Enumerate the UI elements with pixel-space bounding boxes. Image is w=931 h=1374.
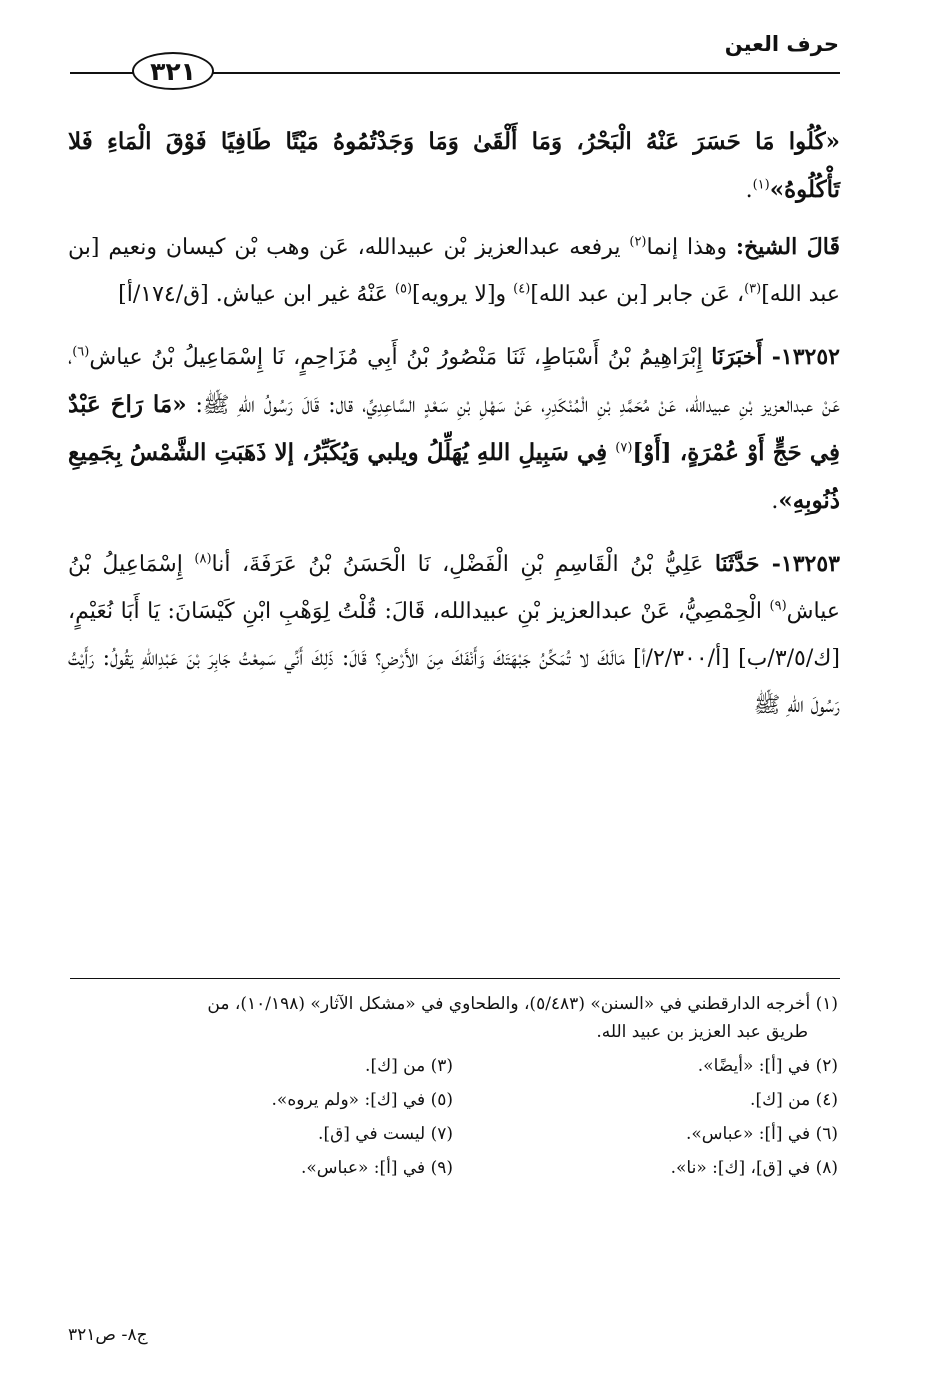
- isnad-text: إِسْمَاعِيلُ بْنُ عياش: [68, 552, 840, 624]
- footnote-8: (٨) في [ق]، [ك]: «نا».: [670, 1158, 838, 1178]
- narration-verb: أَخبَرَنَا: [711, 344, 763, 370]
- sheikh-label: قَالَ الشيخ:: [735, 234, 841, 260]
- period: .: [745, 178, 753, 203]
- period: .: [771, 489, 779, 514]
- footnote-7: (٧) ليست في [ق].: [318, 1124, 453, 1144]
- comment-text: و[لا يرويه]: [412, 282, 514, 307]
- footnote-rule: [70, 978, 840, 979]
- footnote-ref-1[interactable]: (١): [752, 177, 770, 193]
- hadith-number: ١٣٢٥٣-: [759, 551, 840, 577]
- footnote-2: (٢) في [أ]: «أيضًا».: [697, 1056, 838, 1076]
- comment-text: ، عَن جابر [بن عبد الله]: [530, 282, 745, 307]
- footnote-ref-2[interactable]: (٢): [629, 234, 647, 250]
- narration-verb: حَدَّثَنَا: [714, 551, 760, 577]
- footnote-ref-8[interactable]: (٨): [194, 551, 212, 567]
- footnotes: [70, 990, 838, 1182]
- hadith-number: ١٣٢٥٢-: [762, 344, 840, 370]
- comment-text: عَنْهُ غير ابن عياش. [ق/١٧٤/أ]: [118, 282, 395, 307]
- footnote-ref-5[interactable]: (٥): [394, 281, 413, 297]
- footnote-1-line-2: طريق عبد العزيز بن عبيد الله.: [596, 1022, 808, 1042]
- running-head: حرف العين: [724, 32, 839, 56]
- hadith-matn: «مَا رَاحَ عَبْدٌ فِي حَجٍّ أَوْ عُمْرَةٍ، [أَوْ]: [68, 391, 840, 466]
- footnote-ref-7[interactable]: (٧): [615, 440, 633, 456]
- paragraph-hadith-quote: [68, 118, 840, 214]
- footnote-5: (٥) في [ك]: «ولم يروه».: [271, 1090, 453, 1110]
- comment-text: وهذا إنما: [646, 235, 736, 260]
- paragraph-sheikh-comment: [68, 224, 840, 318]
- footnote-ref-3[interactable]: (٣): [744, 281, 762, 297]
- volume-page-signature: ج٨- ص٣٢١: [68, 1325, 148, 1345]
- hadith-quote: «كُلُوا مَا حَسَرَ عَنْهُ الْبَحْرُ، وَمَا أَلْقَىٰ وَمَا وَجَدْتُمُوهُ مَيْتًا طَافِيًا فَوْقَ الْمَاءِ فَلا تَأْكُلُوهُ»: [68, 128, 840, 203]
- isnad-text: إِبْرَاهِيمُ بْنُ أَسْبَاطٍ، ثَنَا مَنْصُورُ بْنُ أَبِي مُزَاحِمٍ، نَا إِسْمَاعِيلُ بْنُ عياش: [89, 345, 712, 370]
- isnad-text: عَلِيُّ بْنُ الْقَاسِمِ بْنِ الْفَضْلِ، نَا الْحَسَنُ بْنُ عَرَفَةَ، أنا: [211, 552, 715, 577]
- footnote-ref-9[interactable]: (٩): [769, 598, 787, 614]
- page-number: ٣٢١: [132, 52, 214, 90]
- footnote-4: (٤) من [ك].: [750, 1090, 838, 1110]
- footnote-ref-4[interactable]: (٤): [513, 281, 531, 297]
- comment-text: يرفعه عبدالعزيز بْن عبيدالله، عَن وهب بْن كيسان ونعيم [بن عبد الله]: [68, 235, 840, 307]
- paragraph-hadith-13253: [68, 541, 840, 729]
- hadith-matn: فِي سَبِيلِ اللهِ يُهَلِّلُ ويلبي وَيُكَبِّرُ، إلا ذَهَبَتِ الشَّمْسُ بِجَمِيعِ ذُنُوبِهِ»: [68, 439, 840, 514]
- footnote-9: (٩) في [أ]: «عباس».: [300, 1158, 453, 1178]
- footnote-1: [70, 990, 838, 1046]
- footnote-ref-6[interactable]: (٦): [72, 344, 90, 360]
- isnad-text: الْحِمْصِيُّ، عَنْ عبدالعزيز بْنِ عبيدالله، قَالَ: قُلْتُ لِوَهْبِ ابْنِ كَيْسَانَ: يَا أَبَا نُعَيْمٍ، [ك/٣/٥/ب] [أ/٢/٣٠٠/أ] مَالَكَ لا تُمَكِّنُ جَبْهَتَكَ وَأَنْفَكَ مِنَ الأَرْضِ؟ قَالَ: ذَلِكَ أَنِّي سَمِعْتُ جَابِرَ بْنَ عَبْدِاللهِ يَقُولُ: رَأَيْتُ رَسُولَ اللهِ ﷺ: [68, 599, 840, 718]
- footnote-grid: [70, 1052, 838, 1182]
- footnote-1-line-1: (١) أخرجه الدارقطني في «السنن» (٥/٤٨٣)، والطحاوي في «مشكل الآثار» (١٠/١٩٨)، من: [207, 994, 838, 1014]
- isnad-text: ، عَنْ عبدالعزيز بْنِ عبيدالله، عَنْ مُحَمَّدِ بْنِ الْمُنْكَدِرِ، عَنْ سَهْلِ بْنِ سَعْدٍ السَّاعِدِيِّ، قال: قَالَ رَسُولُ اللهِ ﷺ:: [68, 345, 840, 418]
- main-text: [68, 118, 840, 745]
- paragraph-hadith-13252: [68, 334, 840, 525]
- footnote-6: (٦) في [أ]: «عباس».: [685, 1124, 838, 1144]
- footnote-3: (٣) من [ك].: [365, 1056, 453, 1076]
